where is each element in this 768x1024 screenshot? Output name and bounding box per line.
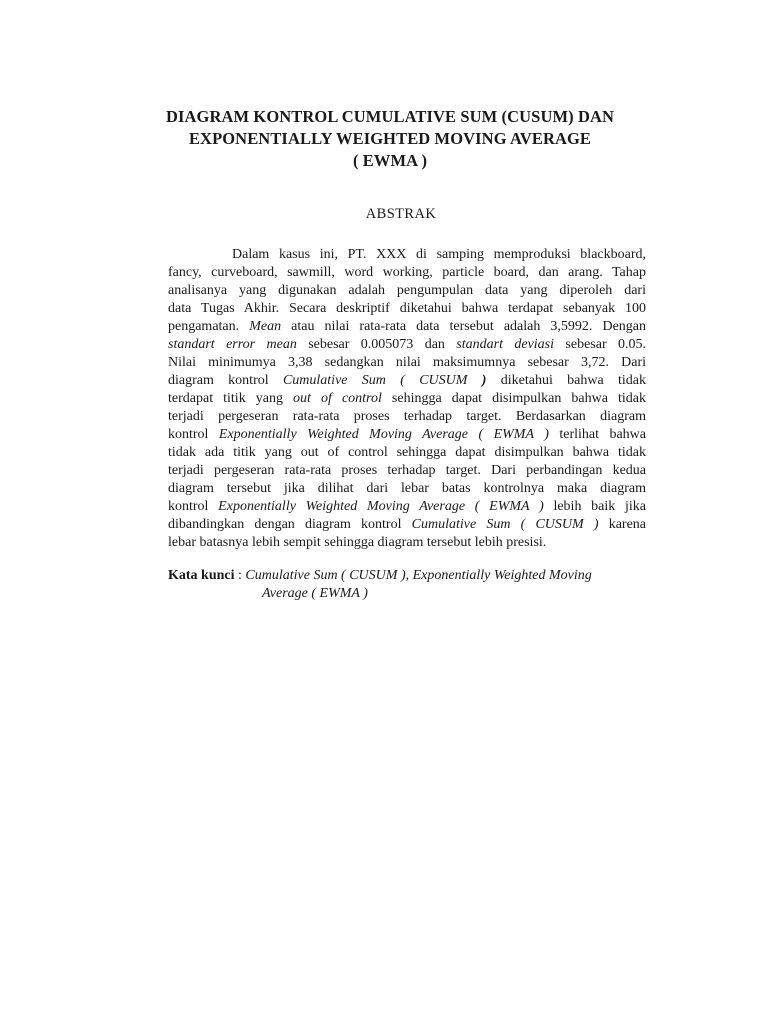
keywords-value-2: Average ( EWMA ) (262, 586, 368, 601)
abstract-text: terdapat titik yang (168, 391, 294, 406)
abstract-text: data Tugas Akhir. Secara deskriptif diketahui bahwa terdapat sebanyak 100 (168, 301, 646, 316)
abstract-line (168, 480, 646, 498)
paper-title (150, 106, 630, 172)
abstract-italic-term: Cumulative Sum ( CUSUM ) (411, 517, 599, 532)
abstract-line (168, 372, 646, 390)
abstract-text: terlihat bahwa (548, 427, 646, 442)
abstract-italic-term: ) (481, 373, 487, 388)
abstract-italic-term: Exponentially Weighted Moving Average ( EWMA ) (218, 427, 549, 442)
abstract-line (168, 264, 646, 282)
abstract-text: diagram kontrol (168, 373, 283, 388)
abstract-line (168, 390, 646, 408)
abstract-text: diagram tersebut jika dilihat dari lebar batas kontrolnya maka diagram (168, 481, 646, 496)
keywords-line-2 (168, 585, 658, 603)
abstract-italic-term: Mean (249, 319, 282, 334)
title-line-1: DIAGRAM KONTROL CUMULATIVE SUM (CUSUM) DAN (165, 107, 615, 126)
abstract-text: analisanya yang digunakan adalah pengumpulan data yang diperoleh dari (168, 283, 646, 298)
abstract-line (168, 444, 646, 462)
abstract-text: fancy, curveboard, sawmill, word working, particle board, dan arang. Tahap (168, 265, 646, 280)
abstract-text: Nilai minimumya 3,38 sedangkan nilai maksimumnya sebesar 3,72. Dari (168, 355, 646, 370)
abstract-line (168, 498, 646, 516)
abstract-italic-term: Exponentially Weighted Moving Average ( EWMA ) (218, 499, 544, 514)
title-line-2: EXPONENTIALLY WEIGHTED MOVING AVERAGE (188, 129, 592, 148)
abstract-italic-term: standart error mean (168, 337, 297, 352)
abstract-line (168, 462, 646, 480)
abstract-text: diketahui bahwa tidak (486, 373, 646, 388)
abstract-italic-term: Cumulative Sum ( CUSUM (282, 373, 482, 388)
abstract-line (168, 300, 646, 318)
keywords-value-1: Cumulative Sum ( CUSUM ), Exponentially Weighted Moving (245, 568, 592, 583)
abstract-text: terjadi pergeseran rata-rata proses terhadap target. Dari perbandingan kedua (168, 463, 646, 478)
abstract-italic-term: out of control (293, 391, 382, 406)
abstract-text: sebesar 0.005073 dan (296, 337, 457, 352)
abstract-line (168, 408, 646, 426)
abstract-heading: ABSTRAK (365, 206, 437, 222)
abstract-line (168, 336, 646, 354)
title-line-3: ( EWMA ) (352, 151, 428, 170)
abstract-text: lebih baik jika (543, 499, 646, 514)
abstract-italic-term: standart deviasi (456, 337, 555, 352)
abstract-text: sehingga dapat disimpulkan bahwa tidak (381, 391, 647, 406)
abstract-line (168, 354, 646, 372)
abstract-text: kontrol (168, 499, 219, 514)
abstract-text: pengamatan. (168, 319, 250, 334)
keywords-label: Kata kunci (168, 568, 235, 583)
abstract-line (168, 246, 646, 264)
abstract-text: atau nilai rata-rata data tersebut adalah 3,5992. Dengan (281, 319, 646, 334)
keywords-line-1 (168, 567, 658, 585)
abstract-text: terjadi pergeseran rata-rata proses terhadap target. Berdasarkan diagram (168, 409, 646, 424)
abstract-text: lebar batasnya lebih sempit sehingga diagram tersebut lebih presisi. (168, 535, 547, 550)
abstract-text: karena (598, 517, 647, 532)
abstract-text: dibandingkan dengan diagram kontrol (168, 517, 412, 532)
abstract-line (168, 282, 646, 300)
abstract-line (168, 318, 646, 336)
keywords-section (168, 567, 658, 603)
abstract-line (168, 534, 646, 552)
abstract-text: sebesar 0.05. (554, 337, 646, 352)
abstract-text: tidak ada titik yang out of control sehingga dapat disimpulkan bahwa tidak (168, 445, 646, 460)
abstract-text: kontrol (168, 427, 219, 442)
abstract-line (168, 426, 646, 444)
abstract-line (168, 516, 646, 534)
keywords-separator: : (234, 568, 246, 583)
abstract-text: Dalam kasus ini, PT. XXX di samping memproduksi blackboard, (232, 247, 646, 262)
abstract-body (168, 246, 646, 552)
